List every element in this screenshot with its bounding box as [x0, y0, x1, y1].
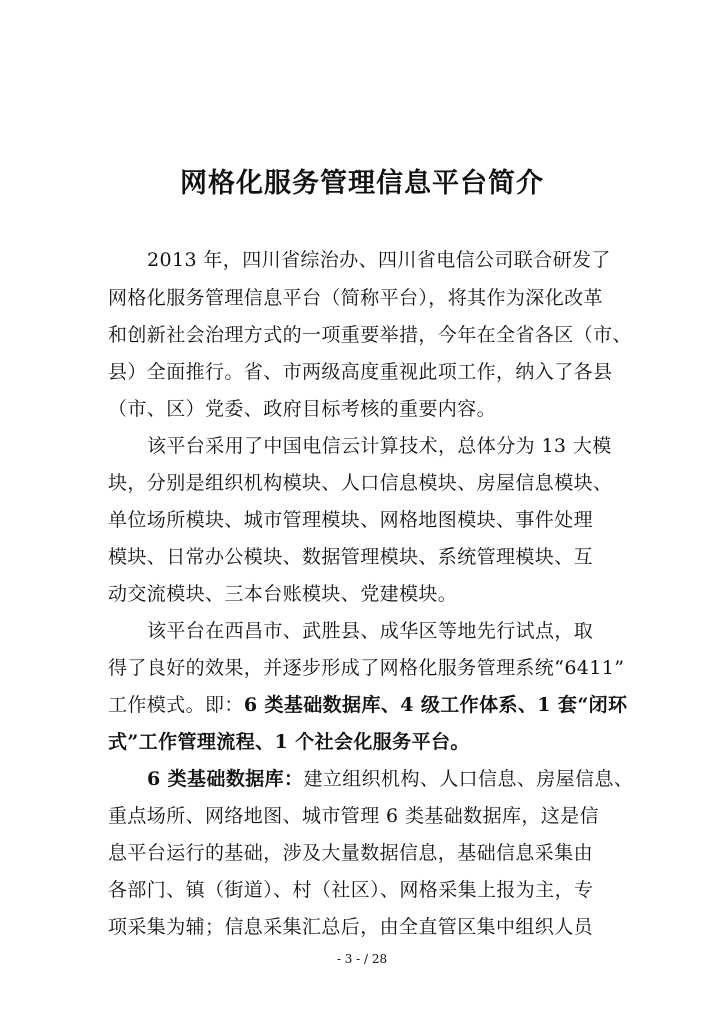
paragraph-line: 县）全面推行。省、市两级高度重视此项工作，纳入了各县 — [108, 361, 613, 383]
paragraph-line: 2013 年，四川省综治办、四川省电信公司联合研发了 — [147, 249, 611, 271]
paragraph-line: 息平台运行的基础，涉及大量数据信息，基础信息采集由 — [108, 842, 594, 864]
paragraph-line: 各部门、镇（街道）、村（社区）、网格采集上报为主，专 — [108, 879, 594, 901]
paragraph-line: 单位场所模块、城市管理模块、网格地图模块、事件处理 — [108, 509, 594, 531]
paragraph-line: 动交流模块、三本台账模块、党建模块。 — [108, 583, 458, 605]
paragraph-line: 和创新社会治理方式的一项重要举措，今年在全省各区（市、 — [108, 324, 632, 346]
paragraph-line — [108, 693, 627, 717]
paragraph-line: 该平台在西昌市、武胜县、成华区等地先行试点，取 — [147, 620, 594, 642]
paragraph-line: 网格化服务管理信息平台（简称平台），将其作为深化改革 — [108, 287, 603, 309]
paragraph-line: 该平台采用了中国电信云计算技术，总体分为 13 大模 — [147, 435, 612, 457]
paragraph-line: （市、区）党委、政府目标考核的重要内容。 — [108, 398, 497, 420]
page-number: - 3 - / 28 — [336, 952, 388, 966]
bold-heading: 6 类基础数据库： — [147, 768, 304, 790]
bold-text: 6 类基础数据库、4 级工作体系、1 套“闭环 — [243, 694, 628, 716]
paragraph-line: 模块、日常办公模块、数据管理模块、系统管理模块、互 — [108, 546, 594, 568]
paragraph-line: 块，分别是组织机构模块、人口信息模块、房屋信息模块、 — [108, 472, 613, 494]
paragraph-line: 重点场所、网络地图、城市管理 6 类基础数据库，这是信 — [108, 805, 599, 827]
paragraph-line: 式”工作管理流程、1 个社会化服务平台。 — [108, 731, 470, 753]
paragraph-text: 工作模式。即： — [108, 694, 244, 716]
paragraph-text: 建立组织机构、人口信息、房屋信息、 — [303, 768, 634, 790]
paragraph-line: 项采集为辅；信息采集汇总后，由全直管区集中组织人员 — [108, 916, 594, 938]
paragraph-line — [147, 767, 633, 791]
document-title: 网格化服务管理信息平台简介 — [180, 168, 544, 199]
paragraph-line: 得了良好的效果，并逐步形成了网格化服务管理系统“6411” — [108, 657, 625, 679]
